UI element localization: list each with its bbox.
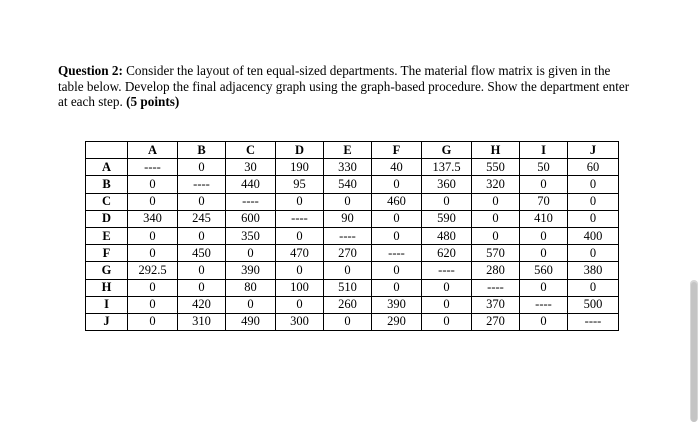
- table-cell: 0: [276, 227, 324, 244]
- table-row: [86, 193, 619, 210]
- table-cell: ----: [226, 193, 276, 210]
- table-cell: 0: [226, 296, 276, 313]
- row-label: A: [86, 159, 128, 176]
- table-cell: ----: [128, 159, 178, 176]
- table-row: [86, 176, 619, 193]
- table-cell: 500: [568, 296, 619, 313]
- header-cell: H: [472, 142, 520, 159]
- row-label: I: [86, 296, 128, 313]
- table-cell: ----: [520, 296, 568, 313]
- material-flow-matrix: [85, 141, 619, 331]
- table-cell: 292.5: [128, 262, 178, 279]
- table-cell: 0: [128, 176, 178, 193]
- table-cell: 0: [568, 210, 619, 227]
- row-label: F: [86, 245, 128, 262]
- table-cell: 0: [372, 227, 422, 244]
- table-cell: 0: [372, 262, 422, 279]
- table-cell: 540: [324, 176, 372, 193]
- table-cell: 50: [520, 159, 568, 176]
- table-cell: ----: [472, 279, 520, 296]
- table-cell: 450: [178, 245, 226, 262]
- header-cell: B: [178, 142, 226, 159]
- table-cell: ----: [276, 210, 324, 227]
- table-cell: 0: [128, 245, 178, 262]
- table-cell: 370: [472, 296, 520, 313]
- question-label: Question 2:: [58, 63, 123, 78]
- table-cell: 0: [520, 279, 568, 296]
- table-cell: 190: [276, 159, 324, 176]
- header-cell: A: [128, 142, 178, 159]
- table-cell: 137.5: [422, 159, 472, 176]
- row-label: G: [86, 262, 128, 279]
- table-cell: 600: [226, 210, 276, 227]
- table-cell: 260: [324, 296, 372, 313]
- table-cell: ----: [422, 262, 472, 279]
- table-cell: 0: [372, 176, 422, 193]
- table-cell: 60: [568, 159, 619, 176]
- table-cell: 420: [178, 296, 226, 313]
- table-cell: 280: [472, 262, 520, 279]
- table-cell: 95: [276, 176, 324, 193]
- table-cell: 0: [422, 279, 472, 296]
- table-cell: 0: [128, 296, 178, 313]
- question-text: [58, 63, 638, 110]
- table-cell: 0: [324, 313, 372, 330]
- table-cell: 0: [520, 245, 568, 262]
- table-cell: 0: [178, 159, 226, 176]
- row-label: J: [86, 313, 128, 330]
- table-cell: 560: [520, 262, 568, 279]
- table-cell: 30: [226, 159, 276, 176]
- table-row: [86, 245, 619, 262]
- row-label: E: [86, 227, 128, 244]
- table-cell: 0: [568, 279, 619, 296]
- table-cell: 0: [520, 176, 568, 193]
- table-cell: 390: [226, 262, 276, 279]
- table-row: [86, 210, 619, 227]
- scrollbar-thumb[interactable]: [691, 282, 697, 422]
- table-cell: 620: [422, 245, 472, 262]
- table-cell: 0: [276, 262, 324, 279]
- table-cell: 0: [178, 262, 226, 279]
- header-cell: J: [568, 142, 619, 159]
- table-cell: ----: [178, 176, 226, 193]
- header-row: [86, 142, 619, 159]
- table-cell: 0: [422, 296, 472, 313]
- table-cell: 400: [568, 227, 619, 244]
- table-cell: 390: [372, 296, 422, 313]
- header-cell: [86, 142, 128, 159]
- table-cell: 460: [372, 193, 422, 210]
- table-cell: 300: [276, 313, 324, 330]
- table-cell: 0: [568, 245, 619, 262]
- table-cell: 0: [276, 296, 324, 313]
- table-cell: ----: [568, 313, 619, 330]
- question-body: Consider the layout of ten equal-sized departments. The material flow matrix is given in the table below. Develop the final adjacency graph using the graph-based procedure. Show the department enter at each step.: [58, 63, 630, 109]
- table-cell: ----: [372, 245, 422, 262]
- table-cell: 360: [422, 176, 472, 193]
- table-cell: 0: [472, 227, 520, 244]
- table-row: [86, 296, 619, 313]
- table-cell: 330: [324, 159, 372, 176]
- table-cell: 550: [472, 159, 520, 176]
- table-cell: 0: [422, 193, 472, 210]
- table-cell: 0: [324, 262, 372, 279]
- row-label: D: [86, 210, 128, 227]
- table-cell: 0: [226, 245, 276, 262]
- table-cell: 80: [226, 279, 276, 296]
- row-label: B: [86, 176, 128, 193]
- table-cell: 590: [422, 210, 472, 227]
- table-cell: 0: [520, 227, 568, 244]
- table-cell: 480: [422, 227, 472, 244]
- row-label: H: [86, 279, 128, 296]
- row-label: C: [86, 193, 128, 210]
- table-cell: 0: [128, 313, 178, 330]
- table-cell: 510: [324, 279, 372, 296]
- table-cell: 0: [372, 279, 422, 296]
- table-cell: 0: [372, 210, 422, 227]
- table-cell: 0: [472, 210, 520, 227]
- table-cell: 245: [178, 210, 226, 227]
- table-cell: 340: [128, 210, 178, 227]
- header-cell: F: [372, 142, 422, 159]
- table-cell: 70: [520, 193, 568, 210]
- table-cell: 0: [472, 193, 520, 210]
- table-cell: 470: [276, 245, 324, 262]
- table-cell: 0: [178, 193, 226, 210]
- table-cell: 570: [472, 245, 520, 262]
- header-cell: I: [520, 142, 568, 159]
- table-row: [86, 159, 619, 176]
- question-points: (5 points): [126, 94, 180, 109]
- table-cell: 0: [324, 193, 372, 210]
- table-cell: 320: [472, 176, 520, 193]
- table-cell: 0: [128, 227, 178, 244]
- table-row: [86, 227, 619, 244]
- table-cell: 270: [472, 313, 520, 330]
- table-cell: ----: [324, 227, 372, 244]
- table-row: [86, 313, 619, 330]
- table-cell: 0: [520, 313, 568, 330]
- header-cell: D: [276, 142, 324, 159]
- table-cell: 410: [520, 210, 568, 227]
- table-cell: 0: [178, 227, 226, 244]
- table-row: [86, 279, 619, 296]
- table-cell: 310: [178, 313, 226, 330]
- table-cell: 440: [226, 176, 276, 193]
- table-cell: 490: [226, 313, 276, 330]
- table-cell: 0: [568, 193, 619, 210]
- table-cell: 0: [422, 313, 472, 330]
- table-cell: 0: [276, 193, 324, 210]
- table-cell: 0: [178, 279, 226, 296]
- header-cell: C: [226, 142, 276, 159]
- header-cell: E: [324, 142, 372, 159]
- table-cell: 0: [128, 279, 178, 296]
- table-cell: 380: [568, 262, 619, 279]
- table-cell: 0: [128, 193, 178, 210]
- table-cell: 290: [372, 313, 422, 330]
- header-cell: G: [422, 142, 472, 159]
- table-cell: 100: [276, 279, 324, 296]
- table-cell: 0: [568, 176, 619, 193]
- table-cell: 90: [324, 210, 372, 227]
- table-cell: 350: [226, 227, 276, 244]
- table-cell: 40: [372, 159, 422, 176]
- table-cell: 270: [324, 245, 372, 262]
- table-row: [86, 262, 619, 279]
